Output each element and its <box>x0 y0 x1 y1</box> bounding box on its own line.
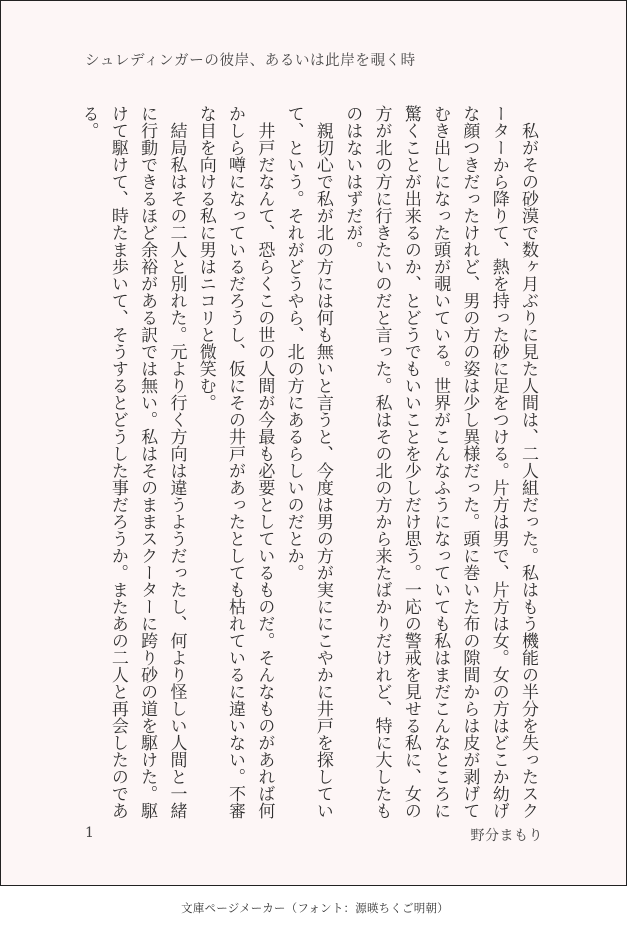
story-title: シュレディンガーの彼岸、あるいは此岸を覗く時 <box>85 53 416 69</box>
paragraph: 親切心で私が北の方には何も無いと言うと、今度は男の方が実ににこやかに井戸を探していて、という。それがどうやら、北の方にあるらしいのだとか。 <box>283 105 333 819</box>
page-number: 1 <box>85 825 94 841</box>
paragraph: 結局私はその二人と別れた。元より行く方向は違うようだったし、何より怪しい人間と一緒に行動できるほど余裕がある訳では無い。私はそのままスクーターに跨り砂の道を駆けた。駆けて駆けて、時たま歩いて、そうするとどうした事だろうか。またあの二人と再会したのである。 <box>78 105 187 819</box>
paragraph: 井戸だなんて、恐らくこの世の人間が今最も必要としているものだ。そんなものがあれば何かしら噂になっているだろうし、仮にその井戸があったとしても枯れているに違いない。不審な目を向ける私に男はニコリと微笑む。 <box>195 105 275 819</box>
author-name: 野分まもり <box>470 828 543 844</box>
story-body <box>73 105 542 821</box>
generator-credit: 文庫ページメーカー（フォント：源暎ちくご明朝） <box>181 901 449 915</box>
paragraph: 私がその砂漠で数ヶ月ぶりに見た人間は、二人組だった。私はもう機能の半分を失ったスクーターから降りて、熱を持った砂に足をつける。片方は男で、片方は女。女の方はどこか幼げな顔つきだったけれど、男の方の姿は少し異様だった。頭に巻いた布の隙間からは皮が剥げてむき出しになった頭が覗いている。世界がこんなふうになっていても私はまだこんなところに驚くことが出来るのか、とどうでもいいことを少しだけ思う。一応の警戒を見せる私に、女の方が北の方に行きたいのだと言った。私はその北の方から来たばかりだけれど、特に大したものはないはずだが。 <box>342 105 538 819</box>
